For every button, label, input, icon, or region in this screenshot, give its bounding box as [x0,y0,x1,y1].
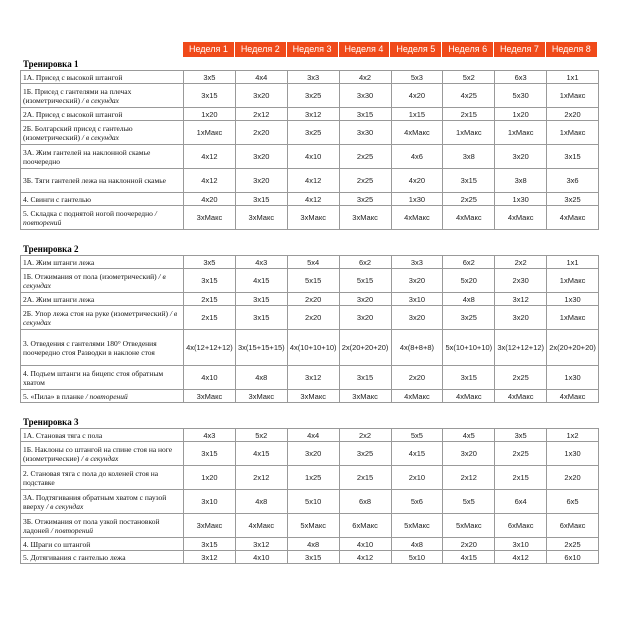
week-value-cell: 5x15 [339,269,391,293]
workout-gap [20,230,598,242]
exercise-name [21,466,184,490]
week-value-cell: 2x20 [547,108,599,121]
exercise-main-text: 1А. Жим штанги лежа [23,257,95,267]
week-value-cell: 2x20 [287,306,339,330]
week-value-cell: 4xМакс [391,390,443,403]
week-value-cell: 1x2 [547,429,599,442]
week-value-cell: 1x15 [391,108,443,121]
week-value-cell: 4x4 [235,71,287,84]
exercise-main-text: 2А. Присед с высокой штангой [23,109,123,119]
week-value-cell: 5x20 [443,269,495,293]
week-value-cell: 1x30 [547,366,599,390]
workout-gap [20,403,598,415]
week-value-cell: 2x25 [495,366,547,390]
week-value-cell: 4x20 [184,193,236,206]
table-row [21,121,599,145]
exercise-main-text: 4. Свинги с гантелью [23,194,92,204]
week-value-cell: 3xМакс [287,390,339,403]
week-value-cell: 3x8 [495,169,547,193]
week-value-cell: 1x30 [547,293,599,306]
week-value-cell: 4x10 [184,366,236,390]
exercise-name [21,306,184,330]
week-value-cell: 4x15 [235,442,287,466]
week-value-cell: 2x30 [495,269,547,293]
table-row [21,366,599,390]
week-value-cell: 4xМакс [391,121,443,145]
exercise-main-text: 5. Складка с поднятой ногой поочередно [23,208,153,218]
exercise-name [21,330,184,366]
exercise-main-text: 1Б. Наклоны со штангой на спине стоя на ноге (изометрические) [23,444,173,463]
week-value-cell: 3x20 [443,442,495,466]
week-value-cell: 1x30 [547,442,599,466]
table-row [21,538,599,551]
week-value-cell: 3x(15+15+15) [235,330,287,366]
table-row [21,466,599,490]
week-value-cell: 3x15 [547,145,599,169]
table-row [21,84,599,108]
exercise-unit-note: / в секундах [44,501,84,511]
week-value-cell: 6x8 [339,490,391,514]
week-value-cell: 5x30 [495,84,547,108]
week-value-cell: 3x20 [235,145,287,169]
week-value-cell: 5x5 [443,490,495,514]
week-value-cell: 3x5 [184,256,236,269]
week-value-cell: 6xМакс [547,514,599,538]
exercise-unit-note: / в секундах [80,95,119,105]
week-value-cell: 3x6 [547,169,599,193]
week-value-cell: 3x25 [339,442,391,466]
week-value-cell: 4x8 [235,490,287,514]
week-value-cell: 4xМакс [547,206,599,230]
week-value-cell: 5x4 [287,256,339,269]
week-value-cell: 4x12 [184,145,236,169]
week-value-cell: 3x15 [443,366,495,390]
week-value-cell: 4x3 [184,429,236,442]
week-value-cell: 4x20 [391,169,443,193]
week-value-cell: 5x6 [391,490,443,514]
exercise-main-text: 2А. Жим штанги лежа [23,294,95,304]
week-header-1: Неделя 1 [183,42,235,57]
week-value-cell: 3x15 [443,169,495,193]
week-value-cell: 2x20 [391,366,443,390]
week-value-cell: 4xМакс [443,390,495,403]
exercise-name [21,390,184,403]
week-value-cell: 3x12 [495,293,547,306]
week-value-cell: 3x20 [235,169,287,193]
table-row [21,490,599,514]
week-value-cell: 1x30 [495,193,547,206]
exercise-main-text: 3Б. Отжимания от пола узкой постановкой ладоней [23,516,160,535]
week-value-cell: 4x15 [391,442,443,466]
exercise-unit-note: / повторений [49,525,94,535]
week-value-cell: 3xМакс [184,206,236,230]
table-row [21,514,599,538]
week-value-cell: 2x15 [339,466,391,490]
week-value-cell: 3x12 [235,538,287,551]
week-value-cell: 1x20 [184,108,236,121]
week-value-cell: 2x15 [495,466,547,490]
week-value-cell: 2x20 [287,293,339,306]
exercise-main-text: 5. «Пила» в планке [23,391,84,401]
week-value-cell: 3xМакс [184,390,236,403]
table-row [21,269,599,293]
week-value-cell: 3xМакс [235,390,287,403]
week-value-cell: 3x25 [443,306,495,330]
table-row [21,206,599,230]
exercise-name [21,108,184,121]
week-value-cell: 3x15 [184,269,236,293]
week-value-cell: 2x15 [184,306,236,330]
week-header-3: Неделя 3 [287,42,339,57]
week-value-cell: 4x10 [339,538,391,551]
exercise-name [21,269,184,293]
table-row [21,108,599,121]
week-value-cell: 6x2 [443,256,495,269]
exercise-name [21,84,184,108]
week-header-2: Неделя 2 [235,42,287,57]
table-row [21,442,599,466]
week-value-cell: 1x20 [184,466,236,490]
week-value-cell: 4x8 [235,366,287,390]
week-value-cell: 4x12 [339,551,391,564]
exercise-main-text: 3Б. Тяги гантелей лежа на наклонной скамье [23,176,167,185]
week-value-cell: 4xМакс [547,390,599,403]
week-value-cell: 5x3 [391,71,443,84]
exercise-name [21,442,184,466]
week-value-cell: 2x15 [443,108,495,121]
week-value-cell: 1xМакс [547,306,599,330]
week-value-cell: 5x(10+10+10) [443,330,495,366]
week-value-cell: 5xМакс [391,514,443,538]
workout-title: Тренировка 3 [23,417,79,427]
week-value-cell: 4x8 [391,538,443,551]
week-value-cell: 4x20 [391,84,443,108]
table-row [21,145,599,169]
week-value-cell: 3x20 [339,293,391,306]
workout-title: Тренировка 2 [23,244,79,254]
exercise-main-text: 2Б. Болгарский присед с гантелью (изометрический) [23,123,133,142]
week-value-cell: 3x30 [339,121,391,145]
week-value-cell: 1x25 [287,466,339,490]
workout-table [20,70,599,230]
exercise-name [21,366,184,390]
exercise-name [21,145,184,169]
week-value-cell: 3x10 [495,538,547,551]
exercise-unit-note: / повторений [83,391,128,401]
week-value-cell: 4x12 [287,193,339,206]
exercise-main-text: 4. Подъем штанги на бицепс стоя обратным хватом [23,368,164,387]
exercise-name [21,193,184,206]
exercise-main-text: 3. Отведения с гантелями 180° Отведения поочередно стоя Разводки в наклоне стоя [23,338,157,357]
exercise-main-text: 1А. Становая тяга с пола [23,430,103,440]
week-value-cell: 3x20 [287,442,339,466]
week-value-cell: 3x5 [184,71,236,84]
week-value-cell: 4xМакс [495,206,547,230]
exercise-main-text: 5. Дотягивания с гантелью лежа [23,552,126,562]
week-value-cell: 1xМакс [547,121,599,145]
exercise-name [21,551,184,564]
week-value-cell: 4x15 [235,269,287,293]
workout-plan [20,42,598,564]
week-value-cell: 1xМакс [547,84,599,108]
week-value-cell: 3x20 [495,145,547,169]
exercise-name [21,121,184,145]
week-value-cell: 4xМакс [443,206,495,230]
week-value-cell: 4x3 [235,256,287,269]
week-value-cell: 3x20 [339,306,391,330]
week-value-cell: 4x(10+10+10) [287,330,339,366]
week-value-cell: 6x4 [495,490,547,514]
week-value-cell: 3x15 [184,538,236,551]
exercise-main-text: 1А. Присед с высокой штангой [23,72,123,82]
week-value-cell: 4x(8+8+8) [391,330,443,366]
week-value-cell: 2x20 [235,121,287,145]
week-value-cell: 5xМакс [443,514,495,538]
exercise-main-text: 3А. Жим гантелей на наклонной скамье поочередно [23,147,151,166]
exercise-unit-note: / в секундах [79,453,119,463]
week-value-cell: 3x12 [287,366,339,390]
table-row [21,193,599,206]
week-value-cell: 4x5 [443,429,495,442]
week-value-cell: 3x8 [443,145,495,169]
week-value-cell: 6xМакс [339,514,391,538]
exercise-name [21,293,184,306]
week-header-4: Неделя 4 [339,42,391,57]
week-value-cell: 2x12 [235,466,287,490]
week-value-cell: 4x8 [443,293,495,306]
week-value-cell: 4x10 [235,551,287,564]
week-value-cell: 2x12 [235,108,287,121]
week-value-cell: 2x25 [547,538,599,551]
exercise-name [21,490,184,514]
week-value-cell: 1x30 [391,193,443,206]
week-value-cell: 3x10 [391,293,443,306]
exercise-main-text: 3А. Подтягивания обратным хватом с паузой вверху [23,492,167,511]
week-value-cell: 5x2 [235,429,287,442]
week-header-row [183,42,598,57]
week-value-cell: 3x5 [495,429,547,442]
week-value-cell: 3x20 [391,269,443,293]
week-value-cell: 2x25 [339,169,391,193]
week-value-cell: 3x25 [287,121,339,145]
week-value-cell: 5x2 [443,71,495,84]
week-value-cell: 3x3 [287,71,339,84]
week-value-cell: 5x10 [391,551,443,564]
week-value-cell: 3x15 [287,551,339,564]
week-value-cell: 3x12 [184,551,236,564]
week-value-cell: 2x25 [443,193,495,206]
table-row [21,293,599,306]
week-value-cell: 2x12 [443,466,495,490]
week-value-cell: 2x(20+20+20) [339,330,391,366]
week-value-cell: 6x5 [547,490,599,514]
week-value-cell: 3x15 [235,293,287,306]
week-value-cell: 1xМакс [495,121,547,145]
week-value-cell: 4x4 [287,429,339,442]
table-row [21,429,599,442]
exercise-unit-note: / повторений [23,208,157,227]
week-value-cell: 3x30 [339,84,391,108]
exercise-main-text: 4. Шраги со штангой [23,539,91,549]
table-row [21,330,599,366]
table-row [21,169,599,193]
week-value-cell: 4x8 [287,538,339,551]
week-value-cell: 4xМакс [495,390,547,403]
exercise-main-text: 2. Становая тяга с пола до коленей стоя на подставке [23,468,159,487]
week-value-cell: 6xМакс [495,514,547,538]
week-value-cell: 3x25 [287,84,339,108]
week-value-cell: 3x15 [235,306,287,330]
week-value-cell: 3xМакс [184,514,236,538]
week-value-cell: 4x12 [184,169,236,193]
week-value-cell: 1xМакс [443,121,495,145]
week-value-cell: 3x25 [547,193,599,206]
week-value-cell: 2x2 [495,256,547,269]
exercise-name [21,71,184,84]
week-value-cell: 4x10 [287,145,339,169]
table-row [21,256,599,269]
exercise-name [21,429,184,442]
week-value-cell: 2x20 [443,538,495,551]
week-value-cell: 4x25 [443,84,495,108]
week-value-cell: 1x1 [547,256,599,269]
exercise-name [21,169,184,193]
workout-table [20,428,599,564]
exercise-name [21,538,184,551]
week-value-cell: 4x2 [339,71,391,84]
week-value-cell: 3x3 [391,256,443,269]
week-value-cell: 3x(12+12+12) [495,330,547,366]
week-value-cell: 4x(12+12+12) [184,330,236,366]
week-value-cell: 4x6 [391,145,443,169]
table-row [21,306,599,330]
week-value-cell: 2x10 [391,466,443,490]
week-value-cell: 2x15 [184,293,236,306]
week-header-7: Неделя 7 [494,42,546,57]
week-value-cell: 1xМакс [547,269,599,293]
week-value-cell: 3x25 [339,193,391,206]
week-value-cell: 2x(20+20+20) [547,330,599,366]
week-value-cell: 3x20 [391,306,443,330]
week-value-cell: 5x10 [287,490,339,514]
exercise-unit-note: / в секундах [80,132,119,142]
week-value-cell: 4x12 [495,551,547,564]
week-value-cell: 1xМакс [184,121,236,145]
week-value-cell: 3x15 [235,193,287,206]
workout-title: Тренировка 1 [23,59,79,69]
table-row [21,390,599,403]
week-value-cell: 3xМакс [339,206,391,230]
table-row [21,551,599,564]
week-header-5: Неделя 5 [390,42,442,57]
week-value-cell: 2x25 [495,442,547,466]
week-value-cell: 3x10 [184,490,236,514]
week-value-cell: 1x1 [547,71,599,84]
week-value-cell: 3x15 [339,366,391,390]
exercise-unit-note: / в секундах [23,271,166,290]
week-value-cell: 4x12 [287,169,339,193]
week-value-cell: 6x3 [495,71,547,84]
workout-table [20,255,599,403]
week-header-8: Неделя 8 [546,42,598,57]
week-value-cell: 3xМакс [339,390,391,403]
week-value-cell: 5xМакс [287,514,339,538]
week-header-6: Неделя 6 [442,42,494,57]
week-value-cell: 2x25 [339,145,391,169]
week-value-cell: 1x20 [495,108,547,121]
week-value-cell: 6x10 [547,551,599,564]
week-value-cell: 4x15 [443,551,495,564]
week-value-cell: 3x20 [235,84,287,108]
exercise-name [21,256,184,269]
week-value-cell: 3x15 [184,84,236,108]
workouts-container [20,59,598,564]
exercise-main-text: 2Б. Упор лежа стоя на руке (изометрический) [23,308,169,318]
week-value-cell: 6x2 [339,256,391,269]
week-value-cell: 2x20 [547,466,599,490]
week-value-cell: 3x20 [495,306,547,330]
table-row [21,71,599,84]
exercise-unit-note: / в секундах [23,308,178,327]
week-value-cell: 2x2 [339,429,391,442]
week-value-cell: 4xМакс [235,514,287,538]
week-value-cell: 3x15 [339,108,391,121]
week-value-cell: 4xМакс [391,206,443,230]
week-value-cell: 5x15 [287,269,339,293]
exercise-main-text: 1Б. Присед с гантелями на плечах (изометрический) [23,86,132,105]
week-value-cell: 3xМакс [287,206,339,230]
week-value-cell: 3xМакс [235,206,287,230]
exercise-name [21,514,184,538]
exercise-name [21,206,184,230]
exercise-main-text: 1Б. Отжимания от пола (изометрический) [23,271,157,281]
week-value-cell: 3x15 [184,442,236,466]
week-value-cell: 5x5 [391,429,443,442]
week-value-cell: 3x12 [287,108,339,121]
